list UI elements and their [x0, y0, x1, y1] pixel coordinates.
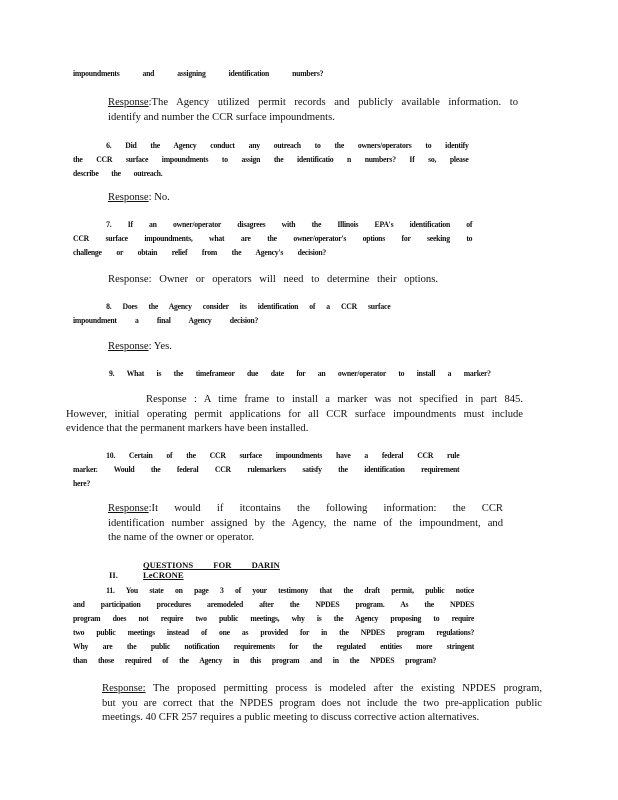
response-text-line: :It would if itcontains the following information: the CCR [148, 503, 503, 514]
question-text-line: If an owner/operator disagrees with the Illinois EPA's identification of [127, 220, 473, 229]
question-text-line: Certain of the CCR surface impoundments have a federal CCR rule [128, 451, 460, 460]
question-text-line: CCR surface impoundments, what are the owner/operator's options for seeking to [73, 234, 473, 243]
response-text-line: evidence that the permanent markers have been installed. [66, 423, 309, 434]
question-text-line: You state on page 3 of your testimony that the draft permit, public notice [125, 586, 475, 595]
response-8 [108, 340, 308, 355]
question-text-line: the CCR surface impoundments to assign the identificatio n numbers? If so, please [73, 155, 469, 164]
response-label: Response [108, 192, 149, 203]
question-text-line: two public meetings instead of one as provided for in the NPDES program regulations? [73, 628, 475, 637]
response-text-line: meetings. 40 CFR 257 requires a public meeting to discuss corrective action alternatives. [102, 712, 480, 723]
response-9 [66, 393, 523, 437]
response-label: Response [108, 341, 149, 352]
question-text-line: program does not require two public meetings, why is the Agency proposing to require [73, 614, 475, 623]
response-text-line: :The Agency utilized permit records and publicly available information. to [148, 97, 518, 108]
response-text-line: the name of the owner or operator. [108, 532, 255, 543]
question-11 [73, 584, 474, 668]
question-text-line: challenge or obtain relief from the Agency's decision? [73, 248, 327, 257]
question-text-line: Why are the public notification requirements for the regulated entities more stringent [73, 642, 475, 651]
question-text-line: than those required of the Agency in this program and in the NPDES program? [73, 656, 437, 665]
question-text-line: here? [73, 479, 91, 488]
section-heading [109, 560, 409, 580]
question-text-line: marker. Would the federal CCR rulemarkers satisfy the identification requirement [73, 465, 460, 474]
question-number: 11. [106, 586, 115, 595]
response-text-line: identify and number the CCR surface impoundments. [108, 111, 335, 123]
response-text-line: : No. [148, 192, 170, 203]
response-label: Response: [102, 683, 146, 694]
response-6 [108, 191, 308, 206]
question-text-line: Does the Agency consider its identification of a CCR surface [122, 302, 391, 311]
response-text-line: Response: Owner or operators will need to determine their options. [108, 274, 438, 285]
response-label: Response [108, 503, 149, 514]
section-title: QUESTIONS FOR DARIN LeCRONE [143, 560, 280, 580]
question-9 [109, 367, 491, 381]
question-number: 7. [106, 220, 112, 229]
response-text-line: However, initial operating permit applications for all CCR surface impoundments must include [66, 408, 523, 420]
question-text-line: describe the outreach. [73, 169, 163, 178]
response-11 [102, 682, 542, 726]
question-number: 6. [106, 141, 112, 150]
response-10 [108, 502, 503, 546]
question-5-continuation [73, 67, 323, 81]
response-text-line: identification number assigned by the Agency, the name of the impoundment, and [108, 517, 503, 529]
response-label: Response [108, 97, 149, 108]
response-5 [108, 96, 518, 125]
question-8 [73, 300, 390, 328]
question-number: 8. [106, 302, 112, 311]
question-7 [73, 218, 472, 260]
response-7 [108, 273, 438, 288]
question-text-line: What is the timeframeor due date for an owner/operator to install a marker? [126, 369, 491, 378]
question-number: 10. [106, 451, 116, 460]
question-number: 9. [109, 369, 115, 378]
response-text-line: The proposed permitting process is modeled after the existing NPDES program, [145, 683, 542, 694]
question-text-line: impoundments and assigning identification numbers? [73, 69, 324, 78]
question-10 [73, 449, 459, 491]
section-number: II. [109, 570, 118, 580]
question-text-line: Did the Agency conduct any outreach to the owners/operators to identify [125, 141, 469, 150]
question-text-line: impoundment a final Agency decision? [73, 316, 259, 325]
response-text-line: Response : A time frame to install a marker was not specified in part 845. [146, 394, 523, 405]
question-6 [73, 139, 469, 181]
response-text-line: : Yes. [148, 341, 172, 352]
response-text-line: but you are correct that the NPDES program does not include the two pre-application public [102, 697, 542, 709]
question-text-line: and participation procedures aremodeled after the NPDES program. As the NPDES [73, 600, 475, 609]
